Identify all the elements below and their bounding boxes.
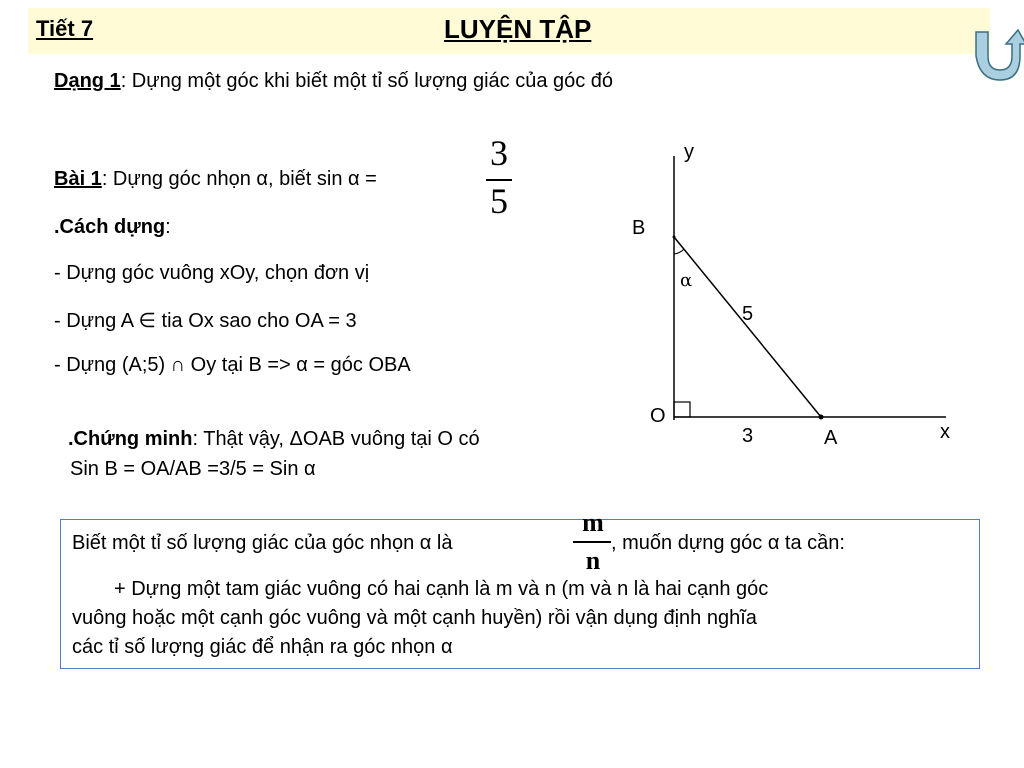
construction-step-3: - Dựng (A;5) ∩ Oy tại B => α = góc OBA	[54, 354, 411, 376]
label-hypotenuse-length: 5	[742, 303, 754, 325]
form-label: Dạng 1	[54, 70, 121, 92]
exercise-label: Bài 1	[54, 168, 102, 190]
label-b: B	[632, 217, 646, 239]
right-angle-mark	[674, 402, 690, 417]
form-line	[54, 70, 613, 93]
label-a: A	[824, 427, 838, 449]
summary-line-4: các tỉ số lượng giác để nhận ra góc nhọn α	[72, 636, 453, 658]
sin-numerator: 3	[490, 133, 508, 173]
summary-m: m	[582, 508, 604, 537]
proof-line-1	[68, 428, 480, 451]
summary-intro-after: , muốn dựng góc α ta cần:	[611, 532, 845, 554]
label-base-length: 3	[742, 425, 754, 447]
summary-line-3: vuông hoặc một cạnh góc vuông và một cạnh huyền) rồi vận dụng định nghĩa	[72, 607, 757, 629]
label-x: x	[940, 421, 950, 443]
lesson-number: Tiết 7	[36, 16, 94, 41]
construction-heading	[54, 216, 171, 239]
construction-diagram	[600, 130, 970, 460]
sin-denominator: 5	[490, 181, 508, 221]
label-y: y	[684, 141, 694, 163]
proof-line-2: Sin B = OA/AB =3/5 = Sin α	[70, 458, 316, 480]
label-alpha: α	[680, 270, 693, 291]
angle-arc	[674, 249, 684, 254]
page-title: LUYỆN TẬP	[444, 14, 592, 44]
proof-text: : Thật vậy, ΔOAB vuông tại O có	[192, 428, 480, 450]
exercise-text: : Dựng góc nhọn α, biết sin α =	[101, 168, 377, 190]
hypotenuse-ab	[674, 237, 821, 417]
construction-colon: :	[165, 216, 171, 238]
exercise-line	[54, 168, 377, 191]
summary-n: n	[585, 546, 601, 575]
construction-step-2: - Dựng A ∈ tia Ox sao cho OA = 3	[54, 310, 357, 332]
construction-step-1: - Dựng góc vuông xOy, chọn đơn vị	[54, 262, 370, 284]
mn-fraction-bar	[573, 541, 611, 543]
form-text: : Dựng một góc khi biết một tỉ số lượng giác của góc đó	[120, 70, 614, 92]
point-b	[673, 236, 676, 239]
construction-title: .Cách dựng	[54, 216, 166, 238]
label-o: O	[650, 405, 666, 427]
proof-heading: .Chứng minh	[68, 428, 193, 450]
point-a	[819, 415, 824, 420]
summary-line-2: + Dựng một tam giác vuông có hai cạnh là m và n (m và n là hai cạnh góc	[114, 578, 769, 600]
summary-intro-before: Biết một tỉ số lượng giác của góc nhọn α là	[72, 532, 453, 554]
u-turn-arrow-icon[interactable]	[966, 26, 1024, 82]
